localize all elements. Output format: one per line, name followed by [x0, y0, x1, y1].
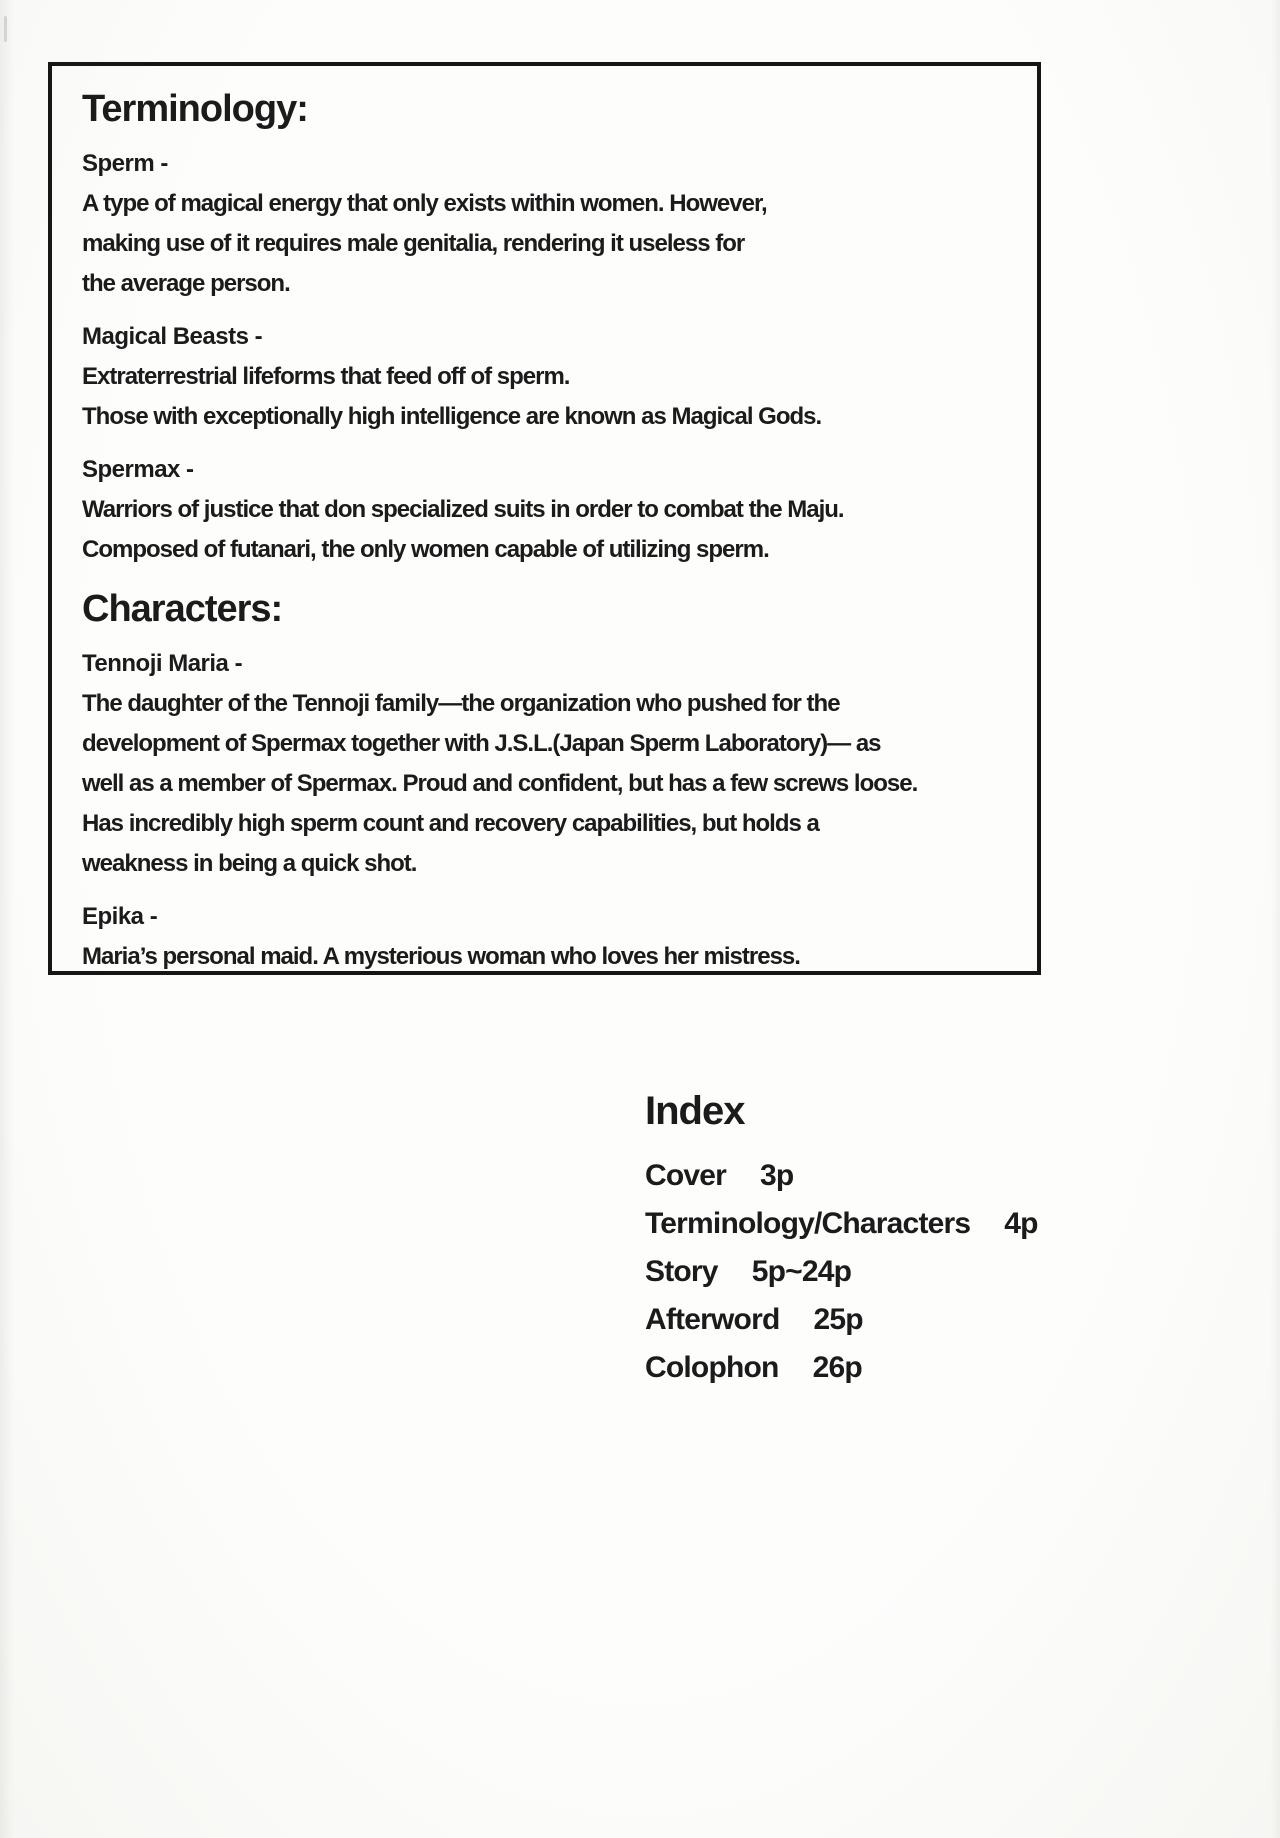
- index-row-colophon: [645, 1344, 1038, 1392]
- index-pages: 5p~24p: [751, 1255, 852, 1288]
- index-label: Colophon: [645, 1351, 779, 1384]
- index-label: Story: [645, 1255, 718, 1288]
- definition-line: Composed of futanari, the only women capable of utilizing sperm.: [82, 536, 769, 563]
- description-line: weakness in being a quick shot.: [82, 850, 417, 877]
- definition-line: making use of it requires male genitalia, rendering it useless for: [82, 230, 745, 257]
- characters-heading: Characters:: [82, 588, 283, 630]
- index-pages: 25p: [813, 1303, 863, 1336]
- index-label: Afterword: [645, 1303, 780, 1336]
- description-line: Has incredibly high sperm count and recovery capabilities, but holds a: [82, 810, 819, 837]
- index-row-story: [645, 1248, 1038, 1296]
- description-line: development of Spermax together with J.S.L.(Japan Sperm Laboratory)— as: [82, 730, 881, 757]
- scan-artifact: [4, 16, 7, 42]
- index-row-terminology-characters: [645, 1200, 1038, 1248]
- term-label: Magical Beasts -: [82, 323, 263, 350]
- terminology-heading: Terminology:: [82, 88, 308, 130]
- index-pages: 4p: [1004, 1207, 1038, 1240]
- index-heading: Index: [645, 1089, 745, 1133]
- term-label: Sperm -: [82, 150, 168, 177]
- index-section: [645, 1084, 1038, 1392]
- character-entry-epika: [82, 897, 1025, 977]
- character-name: Tennoji Maria -: [82, 650, 243, 677]
- term-entry-spermax: [82, 450, 1025, 570]
- index-pages: 26p: [812, 1351, 862, 1384]
- terminology-characters-box: [48, 62, 1041, 975]
- term-label: Spermax -: [82, 456, 194, 483]
- definition-line: A type of magical energy that only exists within women. However,: [82, 190, 767, 217]
- character-name: Epika -: [82, 903, 158, 930]
- index-row-afterword: [645, 1296, 1038, 1344]
- description-line: well as a member of Spermax. Proud and confident, but has a few screws loose.: [82, 770, 918, 797]
- term-entry-magical-beasts: [82, 317, 1025, 437]
- description-line: The daughter of the Tennoji family—the organization who pushed for the: [82, 690, 840, 717]
- index-row-cover: [645, 1152, 1038, 1200]
- definition-line: Extraterrestrial lifeforms that feed off of sperm.: [82, 363, 570, 390]
- index-label: Cover: [645, 1159, 727, 1192]
- definition-line: Those with exceptionally high intelligence are known as Magical Gods.: [82, 403, 822, 430]
- description-line: Maria’s personal maid. A mysterious woman who loves her mistress.: [82, 943, 800, 970]
- definition-line: Warriors of justice that don specialized suits in order to combat the Maju.: [82, 496, 844, 523]
- index-label: Terminology/Characters: [645, 1207, 971, 1240]
- definition-line: the average person.: [82, 270, 290, 297]
- term-entry-sperm: [82, 144, 1025, 304]
- index-pages: 3p: [760, 1159, 794, 1192]
- character-entry-tennoji-maria: [82, 644, 1025, 884]
